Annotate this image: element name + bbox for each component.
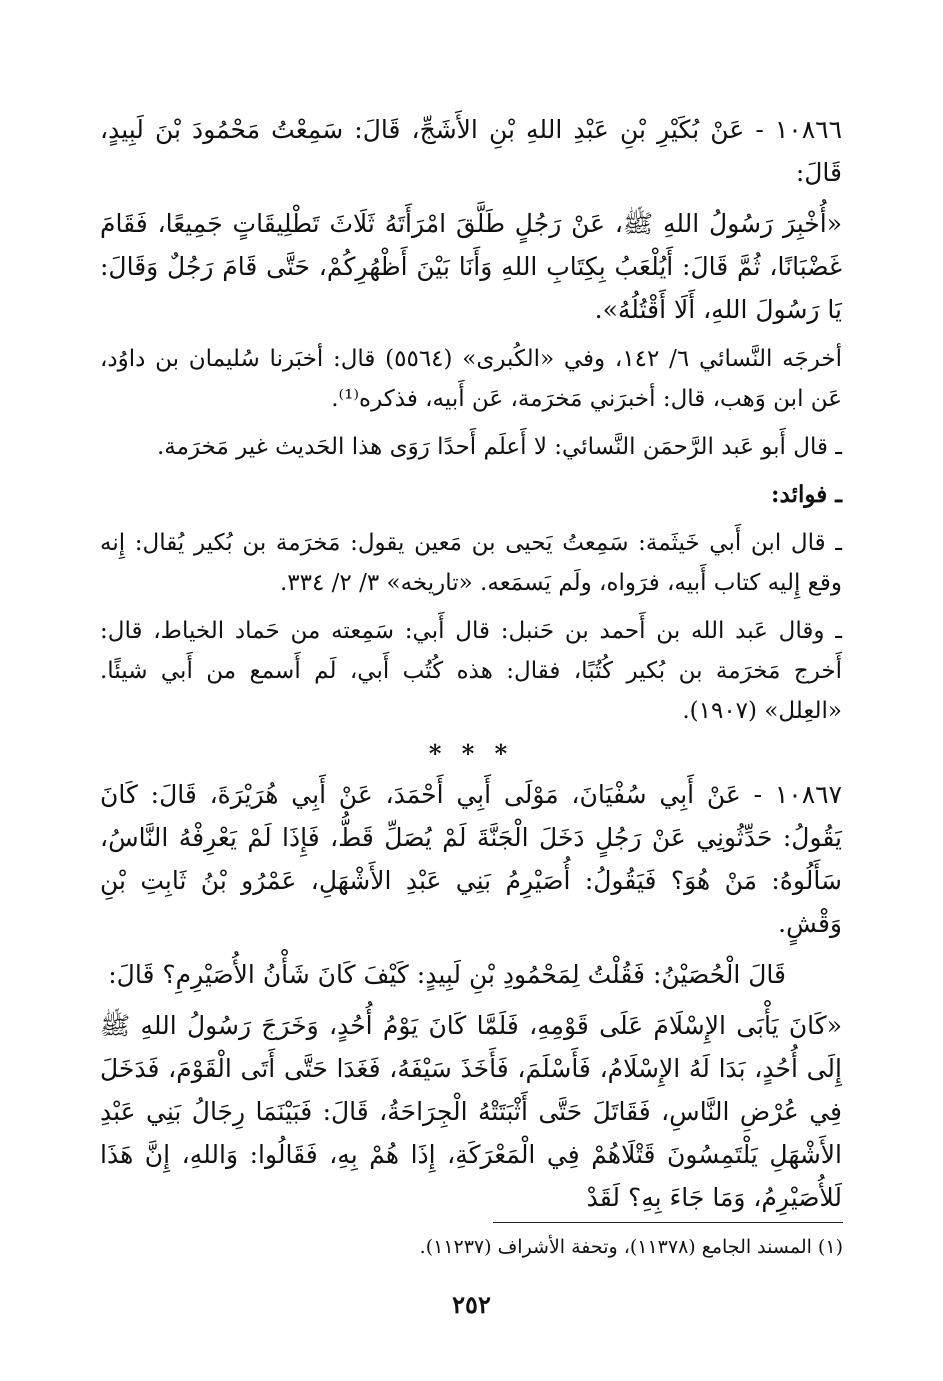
hadith-10867-text: «كَانَ يَأْبَى الإِسْلَامَ عَلَى قَوْمِهِ، فَلَمَّا كَانَ يَوْمُ أُحُدٍ، وَخَرَجَ رَسُولُ اللهِ ﷺ إِلَى أُحُدٍ، بَدَا لَهُ الإِسْلَامُ، فَأَسْلَمَ، فَأَخَذَ سَيْفَهُ، فَغَدَا حَتَّى أَتَى الْقَوْمَ، فَدَخَلَ فِي عُرْضِ النَّاسِ، فَقَاتَلَ حَتَّى أَثْبَتَتْهُ الْجِرَاحَةُ، قَالَ: فَبَيْنَمَا رِجَالُ بَنِي عَبْدِ الأَشْهَلِ يَلْتَمِسُونَ قَتْلَاهُمْ فِي الْمَعْرَكَةِ، إِذَا هُمْ بِهِ، فَقَالُوا: وَاللهِ، إِنَّ هَذَا لَلأُصَيْرِمُ، وَمَا جَاءَ بِهِ؟ لَقَدْ [100, 1011, 842, 1212]
takhrij-paragraph: أخرجَه النَّسائي ٦/ ١٤٢، وفي «الكُبرى» (٥٥٦٤) قال: أخبَرنا سُليمان بن داوُد، عَن ابن وَهب، قال: أخبرَني مَخرَمة، عَن أَبيه، فذكره⁽¹⁾. [100, 346, 842, 412]
nasai-comment: ـ قال أَبو عَبد الرَّحمَن النَّسائي: لا أَعلَم أَحدًا رَوَى هذا الحَديث غير مَخرَمة. [156, 434, 842, 460]
hadith-10867-husain: قَالَ الْحُصَيْنُ: فَقُلْتُ لِمَحْمُودِ بْنِ لَبِيدٍ: كَيْفَ كَانَ شَأْنُ الأُصَيْرِمِ؟ قَالَ: [108, 960, 786, 989]
footnote: (١) المسند الجامع (١١٣٧٨)، وتحفة الأشراف (١١٢٣٧). [419, 1236, 843, 1258]
page-body [100, 108, 842, 1227]
fawaid-ibn-abi-khaythama: ـ قال ابن أَبي خَيثَمة: سَمِعتُ يَحيى بن مَعين يقول: مَخرَمة بن بُكير يُقال: إِنه وقع إِليه كتاب أَبيه، فرَواه، ولَم يَسمَعه. «تاريخه» ٣/ ٢/ ٣٣٤. [100, 530, 842, 596]
fawaid-abdullah-ibn-ahmad: ـ وقال عَبد الله بن أَحمد بن حَنبل: قال أَبي: سَمِعته من حَماد الخياط، قال: أَخرج مَخرَمة بن بُكير كُتُبًا، فقال: هذه كُتُب أَبي، لَم أَسمع من أَبي شيئًا. «العِلل» (١٩٠٧). [100, 618, 842, 724]
hadith-10867-isnad: ١٠٨٦٧ - عَنْ أَبِي سُفْيَانَ، مَوْلَى أَبِي أَحْمَدَ، عَنْ أَبِي هُرَيْرَةَ، قَالَ: كَانَ يَقُولُ: حَدِّثُونِي عَنْ رَجُلٍ دَخَلَ الْجَنَّةَ لَمْ يُصَلِّ قَطُّ، فَإِذَا لَمْ يَعْرِفْهُ النَّاسُ، سَأَلُوهُ: مَنْ هُوَ؟ فَيَقُولُ: أُصَيْرِمُ بَنِي عَبْدِ الأَشْهَلِ، عَمْرُو بْنُ ثَابِتِ بْنِ وَقْشٍ. [100, 780, 842, 938]
fawaid-heading: ـ فوائد: [771, 481, 842, 508]
footnote-divider [493, 1222, 843, 1223]
section-separator: * * * [428, 739, 514, 768]
hadith-10866-isnad: ١٠٨٦٦ - عَنْ بُكَيْرِ بْنِ عَبْدِ اللهِ بْنِ الأَشَجِّ، قَالَ: سَمِعْتُ مَحْمُودَ بْنَ لَبِيدٍ، قَالَ: [100, 115, 842, 187]
hadith-10866-text: «أُخْبِرَ رَسُولُ اللهِ ﷺ، عَنْ رَجُلٍ طَلَّقَ امْرَأَتَهُ ثَلَاثَ تَطْلِيقَاتٍ جَمِيعًا، فَقَامَ غَضْبَانًا، ثُمَّ قَالَ: أَيُلْعَبُ بِكِتَابِ اللهِ وَأَنَا بَيْنَ أَظْهُرِكُمْ، حَتَّى قَامَ رَجُلٌ وَقَالَ: يَا رَسُولَ اللهِ، أَلَا أَقْتُلُهُ». [100, 209, 842, 324]
page-number: ٢٥٢ [452, 1290, 491, 1319]
